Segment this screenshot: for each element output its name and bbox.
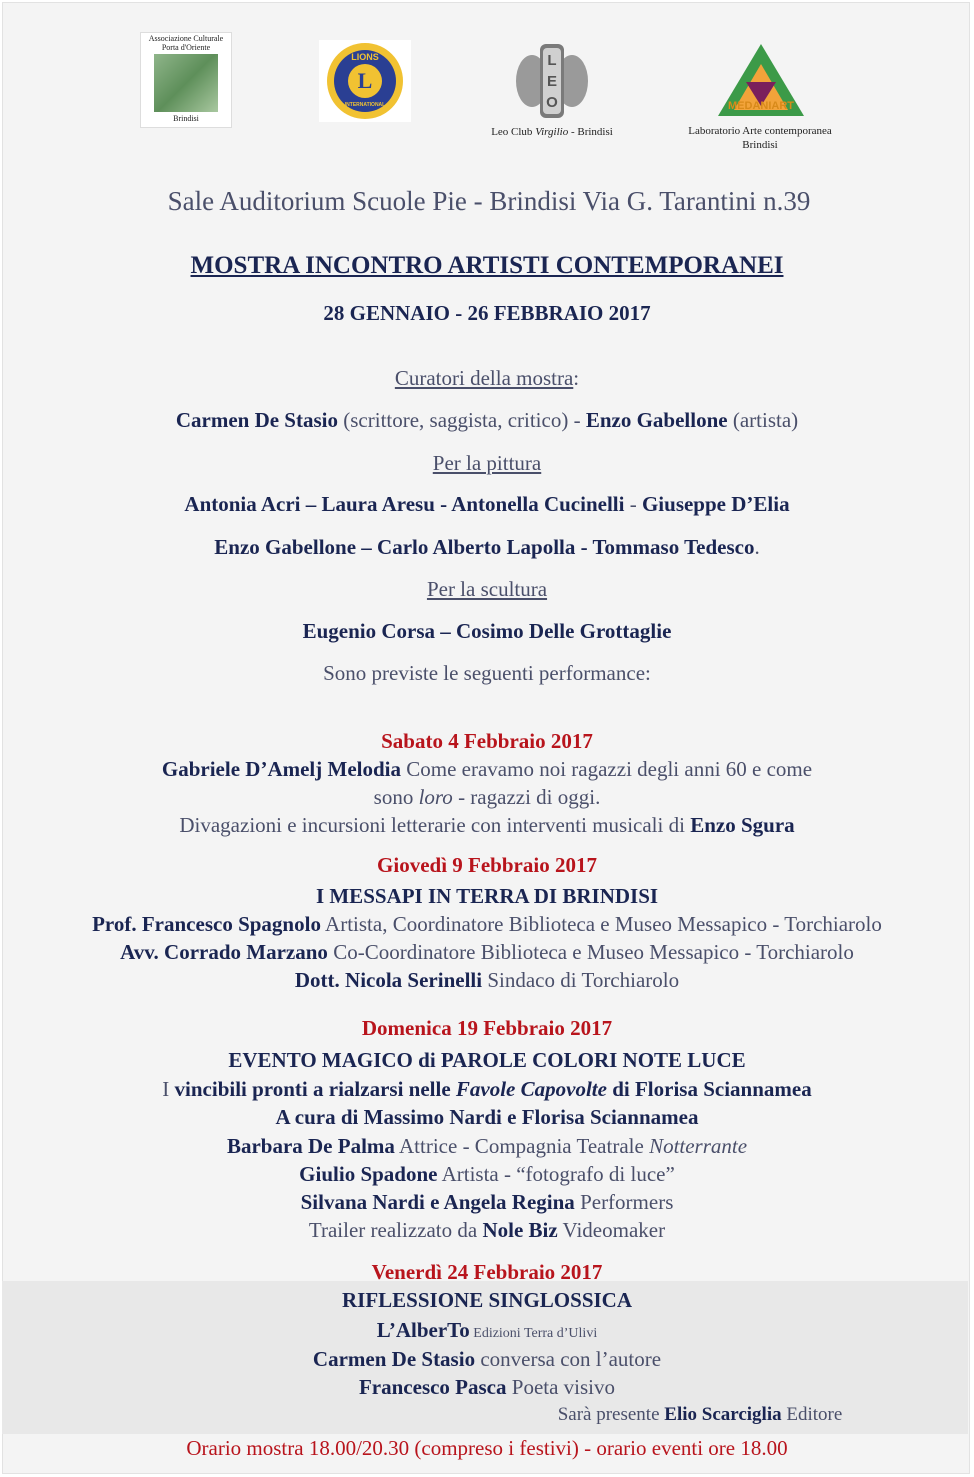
sculpture-heading: Per la scultura bbox=[426, 577, 548, 601]
event4-title: RIFLESSIONE SINGLOSSICA bbox=[341, 1288, 633, 1312]
performances-intro: Sono previste le seguenti performance: bbox=[323, 661, 651, 685]
venue: Sale Auditorium Scuole Pie - Brindisi Via G. Tarantini n.39 bbox=[167, 186, 811, 216]
exhibition-title: MOSTRA INCONTRO ARTISTI CONTEMPORANEI bbox=[190, 252, 784, 279]
event4-date: Venerdì 24 Febbraio 2017 bbox=[371, 1260, 603, 1284]
event3-line-5: Silvana Nardi e Angela Regina Performers bbox=[300, 1190, 674, 1214]
assoc-city: Brindisi bbox=[173, 114, 199, 123]
svg-text:L: L bbox=[357, 68, 373, 93]
curators-heading: Curatori della mostra: bbox=[394, 366, 580, 390]
lions-int-label: INTERNATIONAL bbox=[344, 102, 386, 108]
lions-label: LIONS bbox=[351, 52, 379, 62]
painters-line-1: Antonia Acri – Laura Aresu - Antonella Cucinelli - Giuseppe D’Elia bbox=[184, 492, 790, 516]
assoc-name2: Porta d'Oriente bbox=[161, 43, 211, 52]
curators-line: Carmen De Stasio (scrittore, saggista, critico) - Enzo Gabellone (artista) bbox=[175, 408, 799, 432]
event3-line-1: I vincibili pronti a rialzarsi nelle Favole Capovolte di Florisa Sciannamea bbox=[162, 1077, 812, 1101]
event3-line-6: Trailer realizzato da Nole Biz Videomaker bbox=[308, 1218, 666, 1242]
leo-logo bbox=[512, 40, 592, 122]
assoc-name: Associazione Culturale bbox=[148, 34, 224, 43]
event4-line-3: Francesco Pasca Poeta visivo bbox=[358, 1375, 616, 1399]
event3-line-4: Giulio Spadone Artista - “fotografo di luce” bbox=[299, 1162, 675, 1186]
event4-line-2: Carmen De Stasio conversa con l’autore bbox=[312, 1347, 662, 1371]
event2-title: I MESSAPI IN TERRA DI BRINDISI bbox=[315, 884, 659, 908]
event3-line-2: A cura di Massimo Nardi e Florisa Sciannamea bbox=[275, 1105, 699, 1129]
medaniart-caption-1: Laboratorio Arte contemporanea bbox=[688, 125, 832, 137]
leo-caption: Leo Club Virgilio - Brindisi bbox=[491, 126, 613, 138]
painters-line-2: Enzo Gabellone – Carlo Alberto Lapolla - Tommaso Tedesco. bbox=[214, 535, 760, 559]
medaniart-label: MEDANIART bbox=[728, 100, 794, 112]
assoc-logo bbox=[140, 32, 232, 128]
event4-line-1: L’AlberTo Edizioni Terra d’Ulivi bbox=[376, 1318, 598, 1342]
event2-line-3: Dott. Nicola Serinelli Sindaco di Torchiarolo bbox=[294, 968, 680, 992]
event2-date: Giovedì 9 Febbraio 2017 bbox=[377, 853, 597, 877]
lions-logo bbox=[319, 40, 411, 122]
leo-label: LEO bbox=[546, 52, 558, 111]
event4-line-4: Sarà presente Elio Scarciglia Editore bbox=[557, 1404, 843, 1425]
event3-title: EVENTO MAGICO di PAROLE COLORI NOTE LUCE bbox=[228, 1048, 746, 1072]
medaniart-logo bbox=[716, 42, 806, 120]
assoc-image bbox=[154, 54, 218, 112]
event1-date: Sabato 4 Febbraio 2017 bbox=[381, 729, 593, 753]
sculptors-line: Eugenio Corsa – Cosimo Delle Grottaglie bbox=[302, 619, 672, 643]
exhibition-dates: 28 GENNAIO - 26 FEBBRAIO 2017 bbox=[323, 301, 651, 325]
event2-line-1: Prof. Francesco Spagnolo Artista, Coordinatore Biblioteca e Museo Messapico - Torchiarolo bbox=[92, 912, 882, 936]
event2-line-2: Avv. Corrado Marzano Co-Coordinatore Biblioteca e Museo Messapico - Torchiarolo bbox=[120, 940, 854, 964]
event1-line-3: Divagazioni e incursioni letterarie con interventi musicali di Enzo Sgura bbox=[179, 813, 795, 837]
painting-heading: Per la pittura bbox=[432, 451, 542, 475]
event3-line-3: Barbara De Palma Attrice - Compagnia Teatrale Notterrante bbox=[226, 1134, 748, 1158]
event1-line-2: sono loro - ragazzi di oggi. bbox=[373, 785, 601, 809]
event1-line-1: Gabriele D’Amelj Melodia Come eravamo noi ragazzi degli anni 60 e come bbox=[161, 757, 813, 781]
opening-hours: Orario mostra 18.00/20.30 (compreso i festivi) - orario eventi ore 18.00 bbox=[186, 1436, 788, 1460]
medaniart-caption-2: Brindisi bbox=[742, 139, 778, 151]
event3-date: Domenica 19 Febbraio 2017 bbox=[361, 1016, 613, 1040]
